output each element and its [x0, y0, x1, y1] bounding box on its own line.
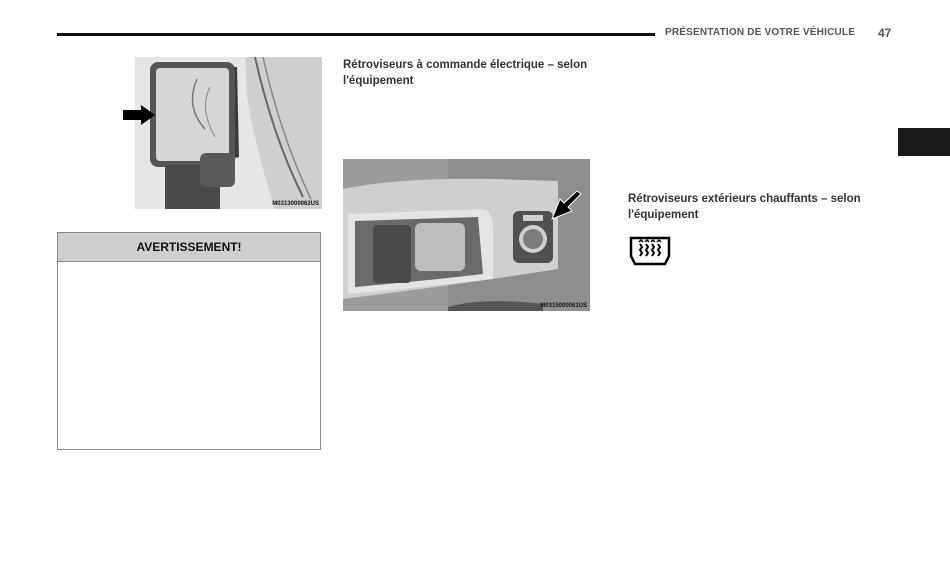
mirror-illustration — [135, 57, 322, 209]
page-number: 47 — [878, 26, 892, 40]
chapter-tab — [898, 128, 950, 156]
warning-title: AVERTISSEMENT! — [58, 233, 320, 262]
heated-mirrors-heading: Rétroviseurs extérieurs chauffants – selon l'équipement — [628, 193, 861, 221]
figure-code: M0315000061US — [540, 303, 587, 309]
arrow-icon — [123, 105, 157, 125]
power-mirrors-heading: Rétroviseurs à commande électrique – selon l'équipement — [343, 59, 588, 87]
running-head: PRÉSENTATION DE VOTRE VÉHICULE — [665, 27, 856, 38]
mirror-figure — [135, 57, 322, 209]
warning-box — [57, 232, 321, 450]
header-rule — [57, 33, 655, 36]
mirror-control-illustration — [343, 159, 590, 311]
heated-mirror-icon — [628, 234, 672, 268]
mirror-control-figure — [343, 159, 590, 311]
arrow-icon — [548, 191, 582, 221]
figure-code: M0313000062US — [272, 201, 319, 207]
